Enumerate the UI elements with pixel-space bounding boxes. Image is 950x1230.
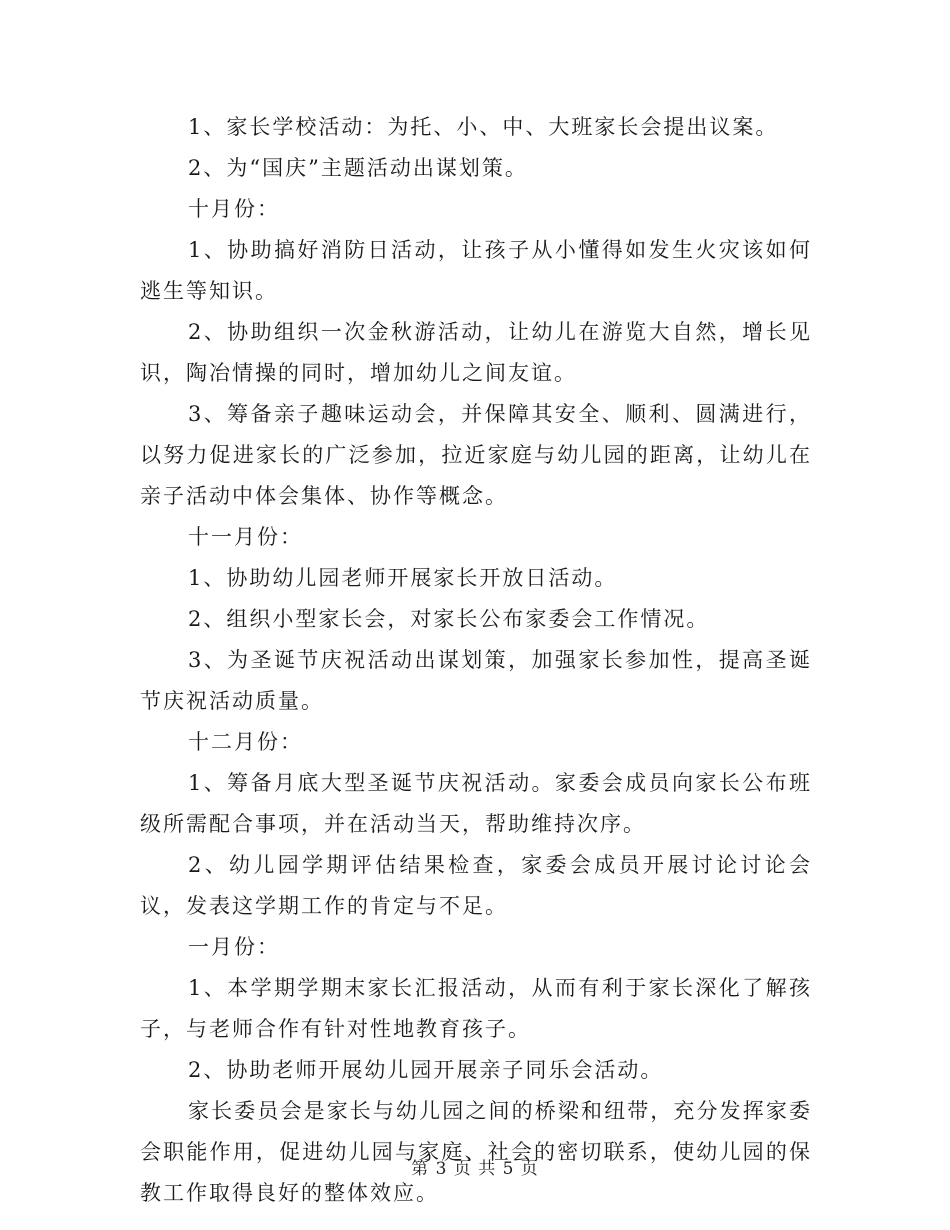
section-heading: 十月份： (188, 197, 280, 221)
paragraph: 3、为圣诞节庆祝活动出谋划策，加强家长参加性，提高圣诞节庆祝活动质量。 (140, 648, 812, 713)
section-heading: 十一月份： (188, 525, 303, 549)
paragraph: 1、筹备月底大型圣诞节庆祝活动。家委会成员向家长公布班级所需配合事项，并在活动当天，帮助维持次序。 (140, 771, 812, 836)
document-body (140, 107, 812, 1214)
paragraph: 1、本学期学期末家长汇报活动，从而有利于家长深化了解孩子，与老师合作有针对性地教育孩子。 (140, 976, 812, 1041)
paragraph: 2、协助老师开展幼儿园开展亲子同乐会活动。 (188, 1058, 664, 1082)
section-heading: 十二月份： (188, 730, 303, 754)
paragraph: 2、组织小型家长会，对家长公布家委会工作情况。 (188, 607, 710, 631)
page-number: 第 3 页 共 5 页 (411, 1159, 539, 1179)
paragraph: 1、协助幼儿园老师开展家长开放日活动。 (188, 566, 618, 590)
paragraph: 3、筹备亲子趣味运动会，并保障其安全、顺利、圆满进行，以努力促进家长的广泛参加，拉近家庭与幼儿园的距离，让幼儿在亲子活动中体会集体、协作等概念。 (140, 402, 812, 508)
paragraph: 2、协助组织一次金秋游活动，让幼儿在游览大自然，增长见识，陶冶情操的同时，增加幼儿之间友谊。 (140, 320, 812, 385)
conclusion-paragraph: 家长委员会是家长与幼儿园之间的桥梁和纽带，充分发挥家委会职能作用，促进幼儿园与家庭、社会的密切联系，使幼儿园的保教工作取得良好的整体效应。 (140, 1099, 812, 1205)
paragraph: 2、幼儿园学期评估结果检查，家委会成员开展讨论讨论会议，发表这学期工作的肯定与不足。 (140, 853, 812, 918)
paragraph: 1、家长学校活动：为托、小、中、大班家长会提出议案。 (188, 115, 779, 139)
page-footer (0, 1154, 950, 1179)
section-heading: 一月份： (188, 935, 280, 959)
paragraph: 2、为“国庆”主题活动出谋划策。 (188, 156, 528, 180)
paragraph: 1、协助搞好消防日活动，让孩子从小懂得如发生火灾该如何逃生等知识。 (140, 238, 812, 303)
